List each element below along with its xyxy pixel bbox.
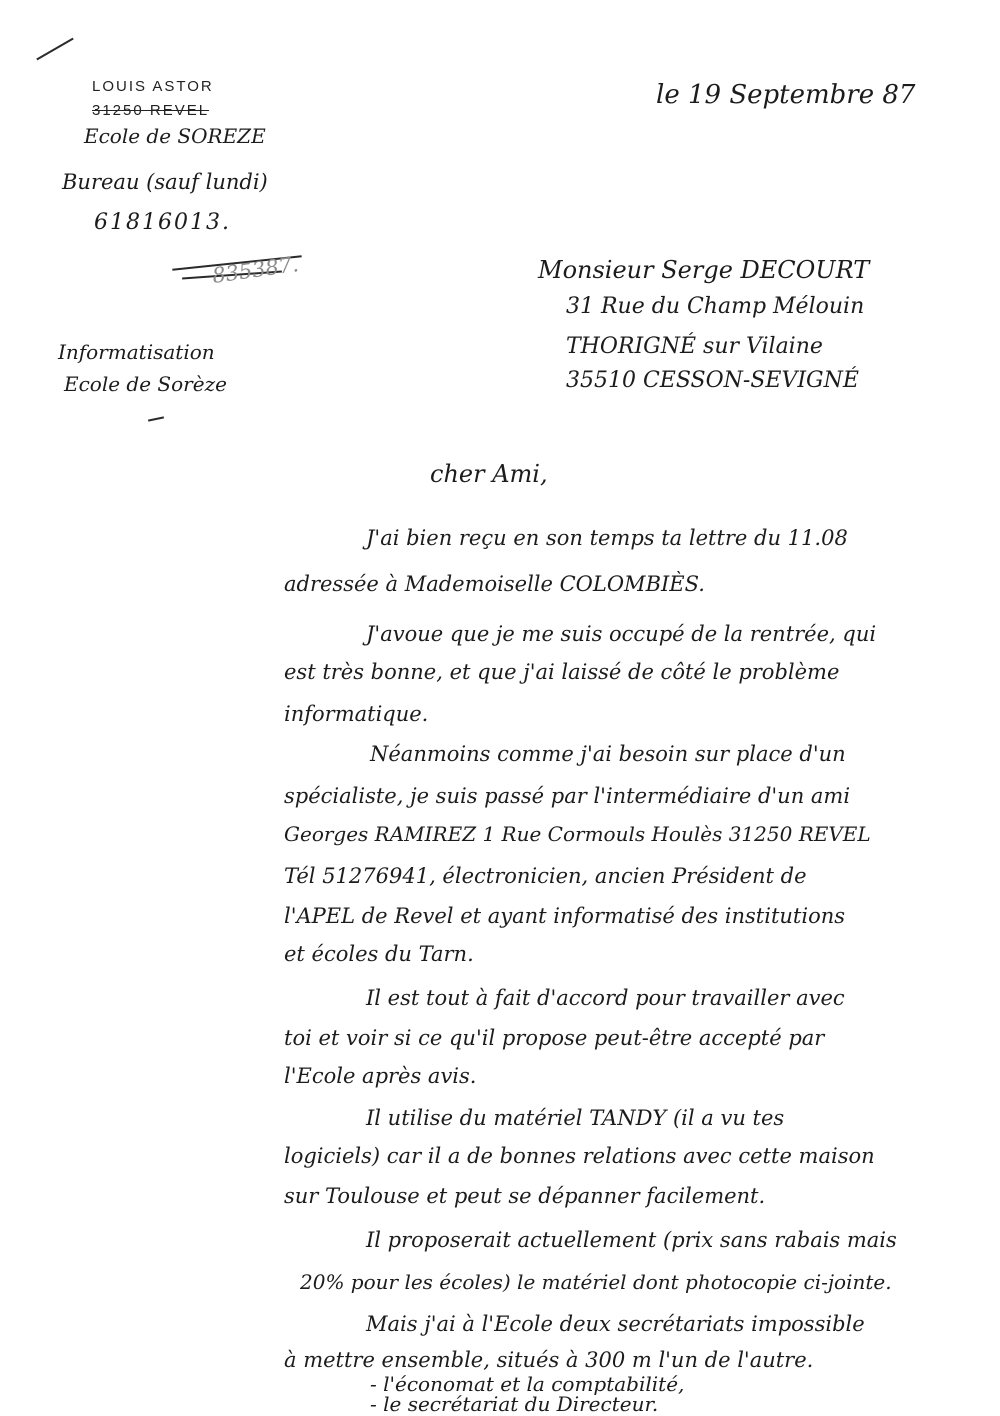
body-line: 20% pour les écoles) le matériel dont photocopie ci-jointe. <box>300 1270 892 1294</box>
body-line: - l'économat et la comptabilité, <box>370 1372 685 1396</box>
pencil-number: 835387. <box>210 252 301 288</box>
body-line: spécialiste, je suis passé par l'intermédiaire d'un ami <box>284 784 851 808</box>
letter-date: le 19 Septembre 87 <box>656 80 916 110</box>
body-line: Il est tout à fait d'accord pour travailler avec <box>366 986 845 1010</box>
body-line: Tél 51276941, électronicien, ancien Président de <box>284 864 807 888</box>
corner-mark <box>36 38 73 61</box>
sender-school: Ecole de SOREZE <box>84 124 266 148</box>
body-line: Il utilise du matériel TANDY (il a vu tes <box>366 1106 785 1130</box>
body-line: à mettre ensemble, situés à 300 m l'un de l'autre. <box>284 1348 814 1372</box>
recipient-town: THORIGNÉ sur Vilaine <box>566 334 823 359</box>
body-line: Néanmoins comme j'ai besoin sur place d'un <box>370 742 846 766</box>
body-line: informatique. <box>284 702 429 726</box>
sender-phone: 61816013. <box>94 210 231 235</box>
body-line: l'APEL de Revel et ayant informatisé des institutions <box>284 904 846 928</box>
body-line: sur Toulouse et peut se dépanner facilement. <box>284 1184 766 1208</box>
recipient-street: 31 Rue du Champ Mélouin <box>566 294 865 319</box>
body-line: adressée à Mademoiselle COLOMBIÈS. <box>284 572 705 596</box>
body-line: Mais j'ai à l'Ecole deux secrétariats impossible <box>366 1312 865 1336</box>
sender-office: Bureau (sauf lundi) <box>62 170 268 194</box>
body-line: - le secrétariat du Directeur. <box>370 1392 659 1416</box>
recipient-name: Monsieur Serge DECOURT <box>538 256 870 284</box>
sender-name: LOUIS ASTOR <box>92 78 214 95</box>
body-line: Il proposerait actuellement (prix sans rabais mais <box>366 1228 897 1252</box>
body-line: toi et voir si ce qu'il propose peut-être accepté par <box>284 1026 825 1050</box>
sender-old-address: 31250 REVEL <box>92 102 210 119</box>
body-line: J'ai bien reçu en son temps ta lettre du 11.08 <box>366 526 848 550</box>
annotation-line2: Ecole de Sorèze <box>64 372 227 396</box>
body-line: et écoles du Tarn. <box>284 942 474 966</box>
body-line: Georges RAMIREZ 1 Rue Cormouls Houlès 31250 REVEL <box>284 822 871 846</box>
salutation: cher Ami, <box>430 460 548 488</box>
recipient-city: 35510 CESSON-SEVIGNÉ <box>566 368 859 393</box>
body-line: l'Ecole après avis. <box>284 1064 477 1088</box>
body-line: J'avoue que je me suis occupé de la rentrée, qui <box>366 622 877 646</box>
annotation-line1: Informatisation <box>58 340 215 364</box>
annotation-dash <box>148 416 164 421</box>
body-line: est très bonne, et que j'ai laissé de côté le problème <box>284 660 840 684</box>
body-line: logiciels) car il a de bonnes relations avec cette maison <box>284 1144 875 1168</box>
